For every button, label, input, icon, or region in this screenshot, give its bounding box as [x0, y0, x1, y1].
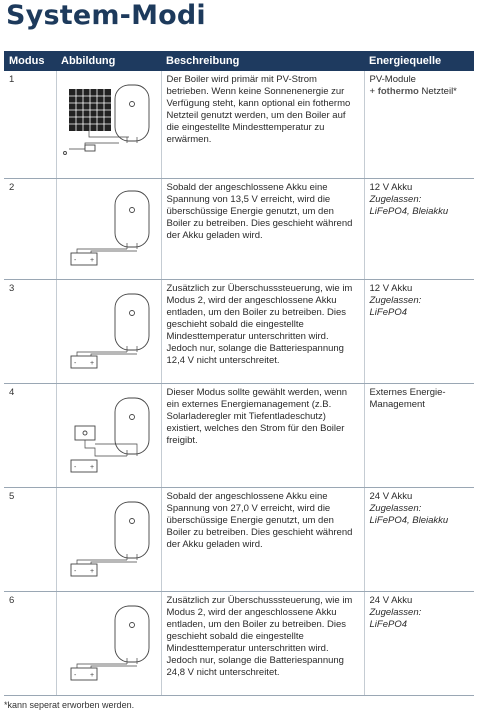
energy-source-line: Management — [369, 398, 425, 410]
energy-source-line: PV-Module — [369, 74, 416, 85]
battery-minus-sign: - — [73, 256, 76, 264]
battery-boiler-illustration — [57, 179, 162, 277]
mode-number: 6 — [4, 591, 56, 695]
header-modus: Modus — [4, 51, 56, 71]
boiler-icon — [115, 85, 149, 143]
mode-description: Der Boiler wird primär mit PV-Strom betrieben. Wenn keine Sonnenenergie zur Verfügung steht, kann optional ein fothermo Netzteil genutzt werden, um den Boiler auf die eingestellte Mindesttemperatur zu erwärmen. — [161, 71, 364, 178]
battery-minus-sign: - — [73, 671, 76, 679]
battery-plus-sign: + — [89, 256, 94, 264]
solar-panel-icon — [69, 89, 111, 131]
battery-boiler-illustration — [57, 280, 162, 380]
energy-source-prefix: + — [369, 86, 378, 97]
energy-source-note: Zugelassen: — [369, 294, 422, 306]
energy-source-note: Zugelassen: — [369, 606, 422, 618]
mode-number: 4 — [4, 383, 56, 487]
mode-number: 3 — [4, 279, 56, 383]
table-row — [4, 591, 474, 695]
energy-source-note: LiFePO4, Bleiakku — [369, 205, 449, 217]
illustration-pv — [56, 71, 161, 178]
mode-number: 2 — [4, 178, 56, 279]
illustration-battery-12v — [56, 279, 161, 383]
mode-description: Zusätzlich zur Überschusssteuerung, wie im Modus 2, wird der angeschlossene Akku entladen, um den Boiler zu betreiben. Dies geschieht sobald die eingestellte Mindesttemperatur unterschritten wird. Jedoch nur, solange die Batteriespannung 24,8 V nicht unterschreitet. — [161, 591, 364, 695]
mode-number: 5 — [4, 487, 56, 591]
battery-minus-sign: - — [73, 567, 76, 575]
illustration-battery-12v — [56, 178, 161, 279]
header-abbildung: Abbildung — [56, 51, 161, 71]
energy-source — [364, 383, 474, 487]
battery-icon — [71, 564, 97, 576]
energy-source-note: LiFePO4 — [369, 306, 407, 318]
mode-description: Sobald der angeschlossene Akku eine Spannung von 27,0 V erreicht, wird die überschüssige Energie genutzt, um den Boiler zu betreiben. Dies geschieht während der Akku geladen wird. — [161, 487, 364, 591]
battery-plus-sign: + — [89, 359, 94, 367]
energy-source-note: Zugelassen: — [369, 193, 422, 205]
table-row — [4, 178, 474, 279]
battery-boiler-illustration — [57, 488, 162, 588]
mode-description: Sobald der angeschlossene Akku eine Spannung von 13,5 V erreicht, wird die überschüssige Energie genutzt, um den Boiler zu betreiben. Dies geschieht während der Akku geladen wird. — [161, 178, 364, 279]
energy-source-line: 24 V Akku — [369, 490, 413, 502]
battery-plus-sign: + — [89, 671, 94, 679]
battery-icon — [71, 460, 97, 472]
energy-source-line: Externes Energie- — [369, 386, 446, 398]
external-management-illustration — [57, 384, 162, 484]
energy-source — [364, 591, 474, 695]
table-row — [4, 71, 474, 178]
mode-number: 1 — [4, 71, 56, 178]
battery-minus-sign: - — [73, 463, 76, 471]
table-row — [4, 279, 474, 383]
mode-description: Dieser Modus sollte gewählt werden, wenn ein externes Energiemanagement (z.B. Solarladeregler mit Tiefentladeschutz) existiert, welches den Strom für den Boiler freigibt. — [161, 383, 364, 487]
illustration-battery-24v — [56, 591, 161, 695]
boiler-icon — [115, 398, 149, 456]
fothermo-brand: fothermo — [377, 86, 419, 97]
battery-icon — [71, 668, 97, 680]
table-header-row — [4, 51, 474, 71]
boiler-icon — [115, 502, 149, 560]
energy-source-note: LiFePO4, Bleiakku — [369, 514, 449, 526]
page-title: System-Modi — [6, 0, 206, 31]
boiler-icon — [115, 606, 149, 664]
energy-source — [364, 279, 474, 383]
charge-controller-icon — [75, 426, 95, 440]
header-energiequelle: Energiequelle — [364, 51, 474, 71]
energy-source-suffix: Netzteil* — [418, 86, 457, 97]
energy-source-line: 24 V Akku — [369, 594, 413, 606]
battery-minus-sign: - — [73, 359, 76, 367]
energy-source-line: 12 V Akku — [369, 181, 413, 193]
battery-plus-sign: + — [89, 567, 94, 575]
energy-source — [364, 178, 474, 279]
illustration-battery-24v — [56, 487, 161, 591]
energy-source — [364, 71, 474, 178]
illustration-external-management — [56, 383, 161, 487]
boiler-icon — [115, 191, 149, 249]
power-supply-icon — [85, 145, 95, 151]
energy-source-line: 12 V Akku — [369, 282, 413, 294]
table-row — [4, 383, 474, 487]
battery-plus-sign: + — [89, 463, 94, 471]
battery-icon — [71, 253, 97, 265]
header-beschreibung: Beschreibung — [161, 51, 364, 71]
energy-source — [364, 487, 474, 591]
energy-source-note: Zugelassen: — [369, 502, 422, 514]
pv-boiler-illustration — [57, 71, 162, 175]
table-row — [4, 487, 474, 591]
system-modes-table — [4, 51, 474, 696]
energy-source-note: LiFePO4 — [369, 618, 407, 630]
boiler-icon — [115, 294, 149, 352]
battery-boiler-illustration — [57, 592, 162, 692]
battery-icon — [71, 356, 97, 368]
footnote: *kann seperat erworben werden. — [4, 700, 135, 710]
mode-description: Zusätzlich zur Überschusssteuerung, wie im Modus 2, wird der angeschlossene Akku entladen, um den Boiler zu betreiben. Dies geschieht sobald die eingestellte Mindesttemperatur unterschritten wird. Jedoch nur, solange die Batteriespannung 12,4 V nicht unterschreitet. — [161, 279, 364, 383]
